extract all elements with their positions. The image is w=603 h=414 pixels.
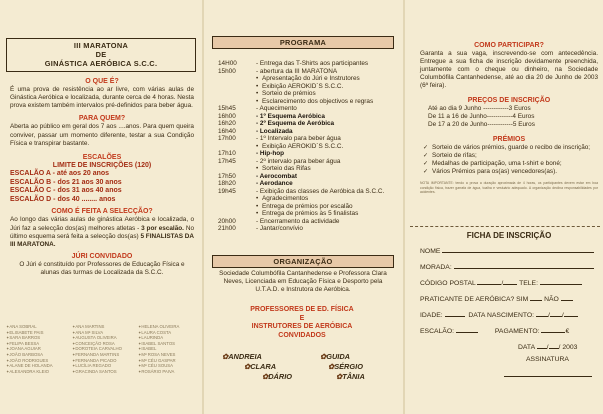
euro-sign: € [565, 328, 570, 335]
jury-name: ✦ ISABEL [138, 346, 179, 352]
schedule-row [218, 158, 400, 166]
name-field[interactable] [442, 246, 594, 253]
schedule-time: 17h50 [218, 172, 236, 180]
cut-line [410, 226, 600, 227]
participation-section [420, 42, 598, 194]
practice-no-field[interactable] [561, 294, 573, 301]
date-label: DATA [518, 344, 535, 351]
schedule-event: - 2º intervalo para beber água [256, 157, 341, 165]
schedule-event: - Encerramento da actividade [256, 217, 340, 225]
guests-heading-3: INSTRUTORES DE AERÓBICA [251, 323, 353, 331]
phone-field[interactable] [540, 278, 582, 285]
schedule-row [218, 195, 400, 203]
jury-name: ✦ Mª CÉU GASPAR [138, 358, 179, 364]
schedule-event: - Hip-hop [256, 150, 285, 157]
price-item: Até ao dia 9 Junho ------------3 Euros [428, 104, 531, 112]
schedule-event: • Entrega de prémios às 5 finalistas [262, 210, 358, 218]
schedule-event: - Aerodance [256, 180, 293, 187]
schedule-event: - Entrega das T-Shirts aos participantes [256, 60, 369, 67]
about-section [10, 78, 194, 277]
guests-heading-1: PROFESSORES DE ED. FÍSICA [250, 306, 354, 313]
form-row-address [420, 262, 594, 271]
schedule-row [218, 203, 400, 211]
form-row-signature [504, 370, 592, 379]
schedule-time: 21h00 [218, 225, 236, 232]
schedule-event: • Sorteio das Rifas [262, 165, 311, 173]
practice-label: PRATICANTE DE AERÓBICA? SIM [420, 296, 529, 303]
prize-list [420, 144, 598, 176]
prize-item: ✓ Sorteio de rifas; [432, 152, 598, 160]
jury-column-3 [138, 324, 179, 374]
jury-name: ✦ LAURINDA [138, 335, 179, 341]
schedule-row [218, 113, 400, 121]
guest-name: ✿ DÁRIO [262, 372, 292, 381]
schedule-event: - 1º Intervalo para beber água [256, 135, 341, 142]
text-what: É uma prova de resistência ao ar livre, com várias aulas de Ginástica Aeróbica e localizada, durante cerca de 4 horas. Nesta prova existem também intervalos pré-definidos para beber água. [10, 86, 194, 110]
schedule-row [218, 68, 400, 76]
schedule-event: • Apresentação do Júri e Instrutores [262, 75, 360, 83]
schedule-time: 16h20 [218, 120, 236, 127]
date-day[interactable] [537, 342, 547, 349]
signature-label: ASSINATURA [526, 356, 569, 363]
schedule-time: 17h00 [218, 135, 236, 142]
schedule-time: 15h00 [218, 67, 236, 75]
address-field[interactable] [454, 262, 594, 269]
guest-name: ✿ TÂNIA [336, 372, 365, 381]
fold-line [403, 0, 405, 414]
schedule-row [218, 98, 400, 106]
heading-prizes: PRÉMIOS [492, 135, 526, 143]
heading-tiers: ESCALÕES [82, 153, 122, 161]
jury-name: ✦ DOROTEIA CARVALHO [72, 346, 122, 352]
postal-field-2[interactable] [503, 278, 517, 285]
practice-no-label: NÃO [544, 296, 559, 303]
schedule-row [218, 105, 400, 113]
schedule-event: - Aquecimento [256, 105, 297, 112]
date-year: 2003 [562, 344, 578, 351]
jury-name: ✦ ALEXANDRA KLEIO [6, 369, 53, 375]
guest-name: ✿ GUIDA [320, 352, 350, 361]
text-participate: Garanta a sua vaga, inscrevendo-se com antecedência. Entregue a sua ficha de inscrição devidamente preenchida, juntamente com o cheque ou dinheiro, na Sociedade Columbófila Cantanhedense, até ao dia 20 de Junho de 2003 (6ª feira). [420, 50, 598, 90]
jury-name: ✦ AUGUSTA OLIVEIRA [72, 335, 122, 341]
prize-item: ✓ Medalhas de participação, uma t-shirt e boné; [432, 160, 598, 168]
text-jury: O Júri é constituído por Professores de Educação Física e alunas das turmas de Localizada da S.C.C. [19, 260, 185, 276]
address-label: MORADA: [420, 264, 452, 271]
jury-name: ✦ FERNANDA PICADO [72, 358, 122, 364]
registration-limit: LIMITE DE INSCRIÇÕES (120) [52, 161, 152, 169]
schedule-row [218, 225, 400, 233]
schedule-event: - Aerocombat [256, 172, 297, 180]
birthdate-month[interactable] [550, 310, 562, 317]
jury-name: ✦ ANA Mª SILVA [72, 330, 122, 336]
schedule-row [218, 90, 400, 98]
form-title: FICHA DE INSCRIÇÃO [466, 231, 552, 240]
schedule-event: • Exibição AEROKID´S S.C.C. [262, 83, 343, 91]
schedule-row [218, 210, 400, 218]
tier-a: ESCALÃO A - até aos 20 anos [10, 169, 110, 177]
title-line-1: III MARATONA [73, 41, 129, 50]
birthdate-label: DATA NASCIMENTO: [468, 312, 535, 319]
payment-label: PAGAMENTO: [494, 328, 540, 335]
schedule-event: - Localizada [256, 127, 293, 135]
form-row-practice [420, 294, 573, 303]
schedule-time: 16h40 [218, 127, 236, 135]
jury-name: ✦ GRACINDA SANTOS [72, 369, 122, 375]
schedule-time: 14H00 [218, 60, 237, 67]
schedule-event: - Jantar/convívio [256, 225, 303, 232]
selection-text-d: 5 FINALISTAS DA III MARATONA. [10, 232, 194, 248]
form-row-tier [420, 326, 569, 335]
schedule-time: 18h20 [218, 180, 236, 187]
form-row-date: DATA / / 2003 [518, 344, 578, 351]
organization-header: ORGANIZAÇÃO [212, 255, 394, 268]
schedule-time: 17h10 [218, 150, 236, 157]
jury-name: ✦ ANA SOBRAL [6, 324, 53, 330]
form-row-name [420, 246, 594, 255]
name-label: NOME [420, 248, 441, 255]
heading-what: O QUE É? [85, 78, 119, 85]
schedule-event: • Exibição AEROKID´S S.C.C. [262, 143, 343, 151]
jury-name: ✦ ROSÁRIO PAIVA [138, 369, 179, 375]
schedule-time: 19h45 [218, 187, 236, 195]
schedule-row [218, 173, 400, 181]
tier-d: ESCALÃO D - dos 40 ........ anos [10, 195, 116, 203]
schedule-event: • Agradecimentos [262, 195, 308, 203]
important-note: NOTA IMPORTANTE: tendo a prova a duração aproximada de 4 horas, os participantes devem estar em boa condição física, trazer garrafa de água, toalha e vestuário adequado. A organização declina responsabilidades por acidentes. [420, 181, 598, 194]
jury-name: ✦ JOANA AGUIAR [6, 346, 53, 352]
guests-heading-2: E [299, 314, 305, 322]
organization-text: Sociedade Columbófila Cantanhedense e Professora Clara Neves, Licenciada em Educação Física e Desporto pela U.T.A.D. e Instrutora de Aeróbica. [219, 270, 387, 294]
schedule-event: • Esclarecimento dos objectivos e regras [262, 98, 373, 106]
guests-heading-4: CONVIDADOS [278, 331, 326, 339]
column-about [0, 0, 202, 414]
guests-heading [212, 306, 392, 340]
schedule-row [218, 218, 400, 226]
title-box [6, 38, 196, 72]
program-schedule [218, 60, 400, 233]
jury-name: ✦ JOÃO RODRIGUES [6, 358, 53, 364]
title-line-2: DE [95, 50, 107, 59]
schedule-event: - abertura da III MARATONA [256, 67, 338, 75]
jury-name: ✦ HELENA OLIVEIRA [138, 324, 179, 330]
date-month[interactable] [549, 342, 559, 349]
schedule-event: • Sorteio de prémios [262, 90, 316, 98]
jury-name: ✦ ALANE DE HOLANDA [6, 363, 53, 369]
jury-column-2 [72, 324, 122, 374]
selection-text-b: 3 por escalão. [141, 224, 184, 232]
jury-column-1 [6, 324, 53, 374]
title-line-3: GINÁSTICA AERÓBICA S.C.C. [44, 59, 158, 68]
program-header: PROGRAMA [212, 36, 394, 49]
schedule-time: 16h00 [218, 112, 236, 120]
jury-name: ✦ JOÃO BARBOSA [6, 352, 53, 358]
jury-name: ✦ ANA MARTINS [72, 324, 122, 330]
schedule-row [218, 165, 400, 173]
tier-label: ESCALÃO: [420, 328, 454, 335]
schedule-row [218, 135, 400, 143]
jury-name: ✦ FERNANDA MARTINS [72, 352, 122, 358]
postal-field[interactable] [477, 278, 501, 285]
form-row-age: IDADE: DATA NASCIMENTO: / / [420, 310, 578, 319]
schedule-row [218, 188, 400, 196]
heading-who: PARA QUEM? [78, 115, 126, 123]
price-item: De 17 a 20 de Junho------------5 Euros [428, 120, 535, 128]
schedule-event: - 1º Esquema Aeróbica [256, 112, 325, 120]
schedule-event: • Entrega de prémios por escalão [262, 203, 353, 211]
tier-b: ESCALÃO B - dos 21 aos 30 anos [10, 178, 122, 186]
jury-name: ✦ Mª CÉU SOUSA [138, 363, 179, 369]
guest-name: ✿ CLARA [244, 362, 276, 371]
heading-prices: PREÇOS DE INSCRIÇÃO [467, 96, 551, 104]
birthdate-day[interactable] [536, 310, 548, 317]
text-selection [10, 216, 194, 248]
payment-field[interactable] [541, 326, 565, 333]
jury-name: ✦ SARA BARROS [6, 335, 53, 341]
schedule-time: 20h00 [218, 217, 236, 225]
schedule-row [218, 83, 400, 91]
schedule-row [218, 143, 400, 151]
guest-name: ✿ SÉRGIO [328, 362, 363, 371]
schedule-event: - 2º Esquema de Aeróbica [256, 120, 335, 127]
jury-name: ✦ LAURA COSTA [138, 330, 179, 336]
age-field[interactable] [445, 310, 465, 317]
age-label: IDADE: [420, 312, 443, 319]
schedule-row [218, 128, 400, 136]
price-item: De 11 a 16 de Junho------------4 Euros [428, 112, 535, 120]
jury-name: ✦ CONCEIÇÃO ROSA [72, 341, 122, 347]
schedule-event: - Exibição das classes de Aeróbica da S.C.C. [256, 187, 385, 195]
jury-name: ✦ LUCÍLIA REGADO [72, 363, 122, 369]
heading-selection: COMO É FEITA A SELECÇÃO? [51, 208, 153, 216]
practice-yes-field[interactable] [530, 294, 542, 301]
tier-list [10, 170, 194, 204]
schedule-row [218, 120, 400, 128]
schedule-time: 17h45 [218, 157, 236, 165]
jury-name: ✦ ELISABETE PAIS [6, 330, 53, 336]
prize-item: ✓ Vários Prémios para os(as) vencedores(as). [432, 168, 598, 176]
prize-item: ✓ Sorteio de vários prémios, guarde o recibo de inscrição; [432, 144, 598, 152]
schedule-row [218, 150, 400, 158]
price-list [428, 105, 598, 129]
birthdate-year[interactable] [564, 310, 578, 317]
schedule-row [218, 75, 400, 83]
tier-field[interactable] [456, 326, 478, 333]
schedule-time: 15h45 [218, 105, 236, 112]
tier-c: ESCALÃO C - dos 31 aos 40 anos [10, 187, 122, 195]
text-who: Aberta ao público em geral dos 7 aos ....anos. Para quem queira conviver, passar um momento diferente, testar a sua Condição Física e transpirar bastante. [10, 123, 194, 147]
jury-name: ✦ ISABEL SANTOS [138, 341, 179, 347]
form-row-postal: CÓDIGO POSTAL / TELE: [420, 278, 582, 287]
schedule-row [218, 180, 400, 188]
guest-name: ✿ ANDREIA [222, 352, 262, 361]
signature-field[interactable] [504, 370, 592, 377]
jury-name: ✦ Mª ROSA NEVES [138, 352, 179, 358]
schedule-row [218, 60, 400, 68]
selection-text-c: No último esquema será feita a selecção dos(as) [10, 224, 194, 240]
selection-text-a: Ao longo das várias aulas de ginástica Aeróbica e localizada, o Júri faz a selecção dos(as) melhores atletas - [10, 216, 194, 232]
postal-label: CÓDIGO POSTAL [420, 280, 476, 287]
heading-participate: COMO PARTICIPAR? [474, 42, 544, 49]
jury-name: ✦ FELIPA BESSA [6, 341, 53, 347]
phone-label: TELE: [519, 280, 538, 287]
heading-jury: JÚRI CONVIDADO [71, 252, 133, 260]
